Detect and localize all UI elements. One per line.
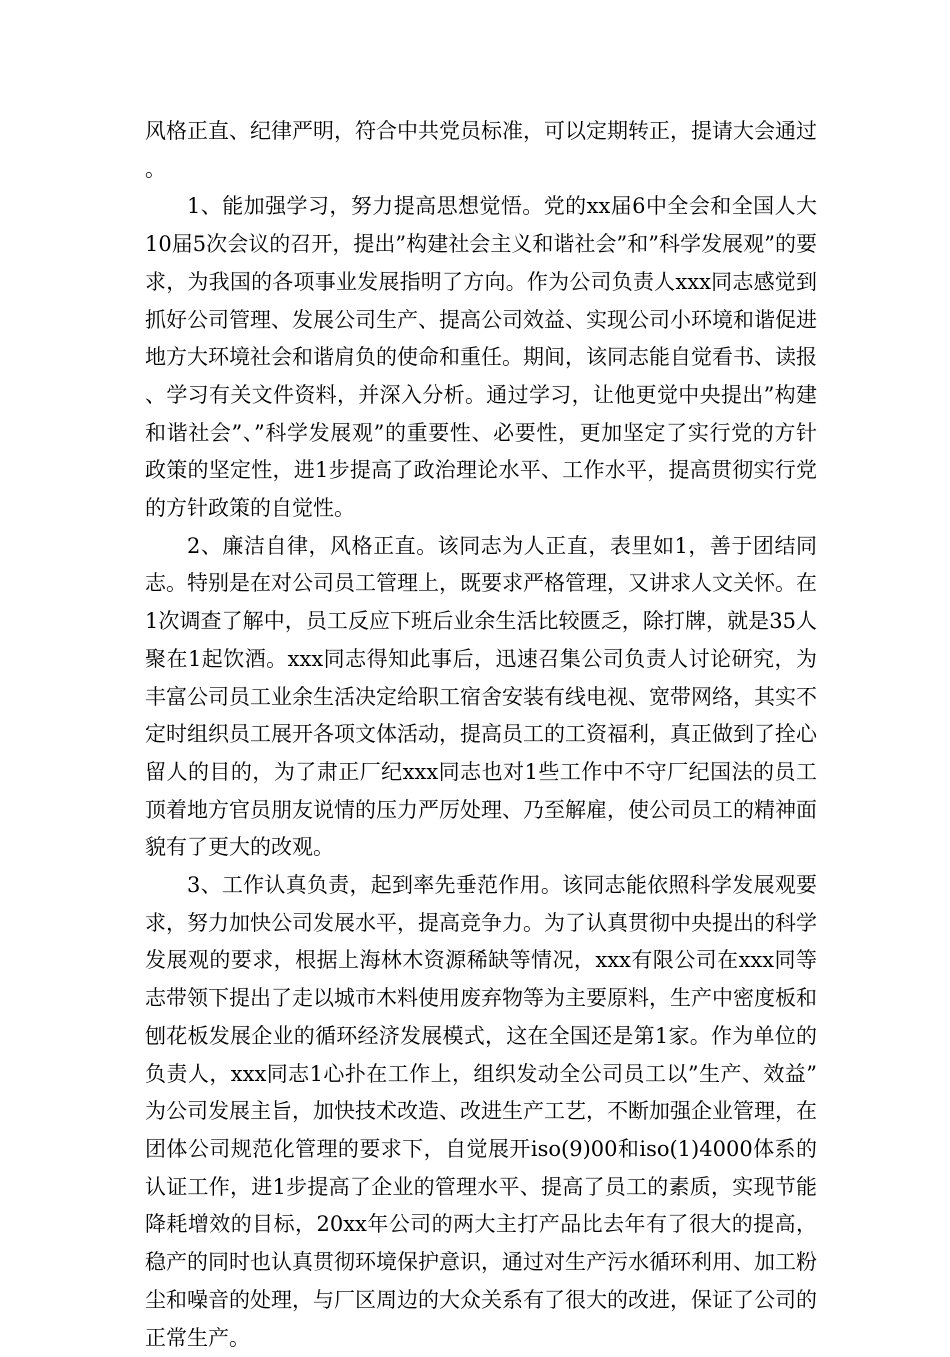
paragraph-work: 3、工作认真负责，起到率先垂范作用。该同志能依照科学发展观要求，努力加快公司发展水平，提高竞争力。为了认真贯彻中央提出的科学发展观的要求，根据上海林木资源稀缺等情况，xxx有限公司在xxx同等志带领下提出了走以城市木料使用废弃物等为主要原料，生产中密度板和刨花板发展企业的循环经济发展模式，这在全国还是第1家。作为单位的负责人，xxx同志1心扑在工作上，组织发动全公司员工以”生产、效益”为公司发展主旨，加快技术改造、改进生产工艺，不断加强企业管理，在团体公司规范化管理的要求下，自觉展开iso(9)00和iso(1)4000体系的认证工作，进1步提高了企业的管理水平、提高了员工的素质，实现节能降耗增效的目标，20xx年公司的两大主打产品比去年有了很大的提高，稳产的同时也认真贯彻环境保护意识，通过对生产污水循环利用、加工粉尘和噪音的处理，与厂区周边的大众关系有了很大的改进，保证了公司的正常生产。 xyxy=(145,873,817,1350)
document-page xyxy=(145,113,817,1357)
paragraph-study: 1、能加强学习，努力提高思想觉悟。党的xx届6中全会和全国人大10届5次会议的召开，提出”构建社会主义和谐社会”和”科学发展观”的要求，为我国的各项事业发展指明了方向。作为公司负责人xxx同志感觉到抓好公司管理、发展公司生产、提高公司效益、实现公司小环境和谐促进地方大环境社会和谐肩负的使命和重任。期间，该同志能自觉看书、读报、学习有关文件资料，并深入分析。通过学习，让他更觉中央提出”构建和谐社会”、”科学发展观”的重要性、必要性，更加坚定了实行党的方针政策的坚定性，进1步提高了政治理论水平、工作水平，提高贯彻实行党的方针政策的自觉性。 xyxy=(145,194,817,521)
paragraph-integrity: 2、廉洁自律，风格正直。该同志为人正直，表里如1，善于团结同志。特别是在对公司员工管理上，既要求严格管理，又讲求人文关怀。在1次调查了解中，员工反应下班后业余生活比较匮乏，除打牌，就是35人聚在1起饮酒。xxx同志得知此事后，迅速召集公司负责人讨论研究，为丰富公司员工业余生活决定给职工宿舍安装有线电视、宽带网络，其实不定时组织员工展开各项文体活动，提高员工的工资福利，真正做到了拴心留人的目的，为了肃正厂纪xxx同志也对1些工作中不守厂纪国法的员工顶着地方官员朋友说情的压力严厉处理、乃至解雇，使公司员工的精神面貌有了更大的改观。 xyxy=(145,533,817,860)
paragraph-continuation: 风格正直、纪律严明，符合中共党员标准，可以定期转正，提请大会通过。 xyxy=(145,119,817,181)
